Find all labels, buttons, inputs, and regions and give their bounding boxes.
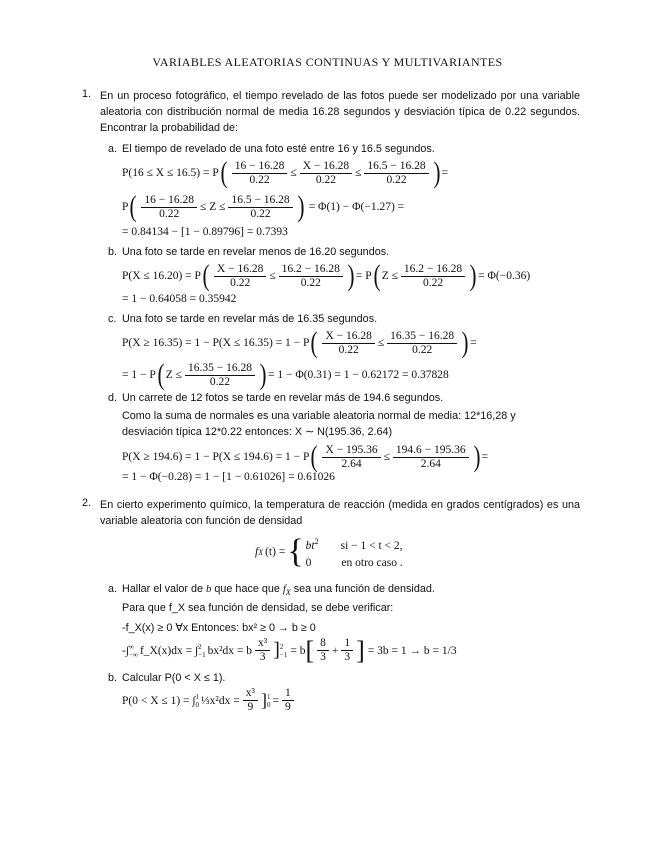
eval-limits: 2 −1 — [279, 642, 288, 659]
paren-open: ( — [310, 326, 318, 359]
leq-symbol: ≤ — [269, 270, 276, 282]
eq-2a-integral — [122, 637, 457, 664]
density-function — [255, 533, 403, 572]
eq-1d-result: = 1 − Φ(−0.28) = 1 − [1 − 0.61026] = 0.61026 — [122, 471, 335, 483]
plus-symbol: + — [331, 644, 339, 657]
fraction: $\frac{16 - 16.28}{0.22}$ — [141, 194, 197, 221]
eq-1d-line1 — [122, 442, 488, 472]
item-1d-explanation-1: Como la suma de normales es una variable aleatoria normal de media: 12*16,28 y — [122, 410, 516, 422]
eq-1b-phi: = Φ(−0.36) — [478, 270, 531, 282]
paren-close: ) — [461, 326, 469, 359]
fraction: $\frac{16.35 - 16.28}{0.22}$ — [387, 330, 457, 357]
eq-2b-part-1: P(0 < X ≤ 1) = ∫ — [122, 694, 196, 707]
integral-symbol: -∫ — [122, 644, 129, 657]
bracket-close: ] — [273, 639, 280, 661]
item-1c-text: Una foto se tarde en revelar más de 16.35 segundos. — [122, 313, 378, 325]
fraction: $\frac{16.35 - 16.28}{0.22}$ — [185, 362, 255, 389]
item-2a-condition-intro: Para que f_X sea función de densidad, se debe verificar: — [122, 602, 394, 614]
paren-open: ( — [129, 190, 137, 223]
brace-icon: { — [287, 533, 304, 571]
item-2a-condition-1: -f_X(x) ≥ 0 ∀x Entonces: bx² ≥ 0 → b ≥ 0 — [122, 622, 316, 634]
fraction: $\frac{194.6 - 195.36}{2.64}$ — [393, 444, 469, 471]
equals-symbol: = — [481, 451, 489, 463]
fraction: $\frac{\text{x³}}{9}$ — [243, 687, 258, 714]
eq-1c-line1 — [122, 328, 477, 358]
paren-open: ( — [220, 156, 228, 189]
density-sub: X — [258, 547, 264, 557]
eq-1c-complement: = 1 − P — [122, 369, 156, 381]
leq-symbol: ≤ — [383, 451, 390, 463]
paren-close: ) — [469, 259, 477, 292]
eq-1b-result: = 1 − 0.64058 = 0.35942 — [122, 293, 237, 305]
item-2a-text: Hallar el valor de b que hace que $f_X$ sea una función de densidad. — [122, 583, 435, 598]
density-f: f — [255, 546, 259, 559]
density-arg: (t) = — [265, 546, 286, 559]
item-1b-label: b. — [108, 246, 118, 258]
eq-1c-result: = 1 − Φ(0.31) = 1 − 0.62172 = 0.37828 — [267, 369, 449, 381]
eq-1c-line2 — [122, 360, 449, 390]
eq-1b-line1 — [122, 261, 530, 291]
eq-1a-lhs: P(16 ≤ X ≤ 16.5) = P — [122, 167, 219, 179]
eq-2a-part-3: = b — [290, 644, 306, 657]
item-1d-label: d. — [108, 392, 118, 404]
fraction: $\frac{X - 16.28}{0.22}$ — [300, 160, 352, 187]
bracket-close: ] — [260, 690, 267, 710]
paren-close: ) — [259, 358, 267, 391]
eq-2a-result: = 3b = 1 → b = 1/3 — [367, 644, 457, 657]
eq-1a-line1 — [122, 158, 448, 188]
equals-symbol: = — [470, 337, 477, 349]
problem-2-statement: En cierto experimento químico, la temperatura de reacción (medida en grados centígrados) es una variable aleatoria con función de densidad — [100, 499, 580, 527]
eq-1b-lhs: P(X ≤ 16.20) = P — [122, 270, 201, 282]
fraction: $\frac{16.5 - 16.28}{0.22}$ — [364, 160, 428, 187]
density-case-1: $bt^2$ si − 1 < t < 2, — [305, 537, 403, 552]
fraction: $\frac{16.2 - 16.28}{0.22}$ — [401, 263, 465, 290]
paren-open: ( — [157, 358, 165, 391]
item-2a-label: a. — [108, 583, 118, 595]
equals-symbol: = — [441, 167, 449, 179]
item-2b-label: b. — [108, 672, 118, 684]
paren-open: ( — [202, 259, 210, 292]
fraction: $\frac{8}{3}$ — [317, 637, 329, 664]
paren-close: ) — [433, 156, 441, 189]
leq-symbol: ≤ — [377, 337, 385, 349]
item-2b-text: Calcular P(0 < X ≤ 1). — [122, 672, 226, 684]
fraction: $\frac{1}{9}$ — [282, 687, 294, 714]
eq-1c-lhs: P(X ≥ 16.35) = 1 − P(X ≤ 16.35) = 1 − P — [122, 337, 310, 349]
fraction: $\frac{X - 16.28}{0.22}$ — [322, 330, 374, 357]
fraction: $\frac{1}{3}$ — [341, 637, 353, 664]
eq-1a-phi: = Φ(1) − Φ(−1.27) = — [308, 201, 405, 213]
eq-2a-part-2: bx²dx = b — [207, 644, 253, 657]
eval-limits: 1 0 — [266, 692, 271, 709]
problem-2-number: 2. — [82, 497, 92, 509]
fraction: $\frac{16.2 - 16.28}{0.22}$ — [279, 263, 343, 290]
paren-open: ( — [310, 440, 318, 473]
eq-2a-part-1: f_X(x)dx = ∫ — [139, 644, 199, 657]
paren-close: ) — [347, 259, 355, 292]
item-1b-text: Una foto se tarde en revelar menos de 16.20 segundos. — [122, 246, 390, 258]
prob-p: P — [122, 201, 129, 213]
item-1a-text: El tiempo de revelado de una foto esté entre 16 y 16.5 segundos. — [122, 143, 435, 155]
integral-limits: 2 −1 — [198, 642, 206, 659]
leq-symbol: ≤ — [290, 167, 297, 179]
eq-1d-lhs: P(X ≥ 194.6) = 1 − P(X ≤ 194.6) = 1 − P — [122, 451, 310, 463]
item-1a-label: a. — [108, 143, 118, 155]
paren-close: ) — [297, 190, 305, 223]
fraction: $\frac{16 - 16.28}{0.22}$ — [232, 160, 288, 187]
integral-limits: ∞ −∞ — [128, 642, 138, 659]
fraction: $\frac{\text{x³}}{3}$ — [255, 637, 270, 664]
item-1c-label: c. — [108, 313, 117, 325]
eq-2b-part-2: ⅓x²dx = — [201, 694, 240, 707]
equals-symbol: = — [272, 694, 279, 707]
equals-p: = P — [355, 270, 372, 282]
integral-limits: 1 0 — [195, 692, 200, 709]
page-title: VARIABLES ALEATORIAS CONTINUAS Y MULTIVARIANTES — [152, 55, 503, 69]
leq-symbol: ≤ — [355, 167, 362, 179]
z-inequality: Z ≤ — [165, 369, 182, 381]
problem-1-number: 1. — [82, 88, 92, 100]
density-case-2: 0 en otro caso . — [305, 556, 403, 569]
bracket-open: [ — [305, 635, 315, 665]
eq-1a-line2 — [122, 192, 404, 222]
paren-close: ) — [473, 440, 481, 473]
paren-open: ( — [373, 259, 381, 292]
bracket-close: ] — [356, 635, 365, 665]
eq-2b — [122, 687, 297, 714]
density-cases — [306, 533, 403, 572]
item-1d-explanation-2: desviación típica 12*0.22 entonces: X ∼ N(195.36, 2.64) — [122, 426, 393, 438]
fraction: $\frac{16.5 - 16.28}{0.22}$ — [228, 194, 292, 221]
fraction: $\frac{X - 16.28}{0.22}$ — [214, 263, 266, 290]
fraction: $\frac{X - 195.36}{2.64}$ — [322, 444, 380, 471]
z-inequality: Z ≤ — [381, 270, 398, 282]
z-inequality: ≤ Z ≤ — [200, 201, 226, 213]
problem-1-statement: En un proceso fotográfico, el tiempo revelado de las fotos puede ser modelizado por una variable aleatoria con distribución normal de media 16.28 segundos y desviación típica de 0.22 segundos. Encontrar la probabilidad de: — [100, 90, 580, 134]
item-1d-text: Un carrete de 12 fotos se tarde en revelar más de 194.6 segundos. — [122, 392, 444, 404]
eq-1a-result: = 0.84134 − [1 − 0.89796] = 0.7393 — [122, 226, 288, 238]
